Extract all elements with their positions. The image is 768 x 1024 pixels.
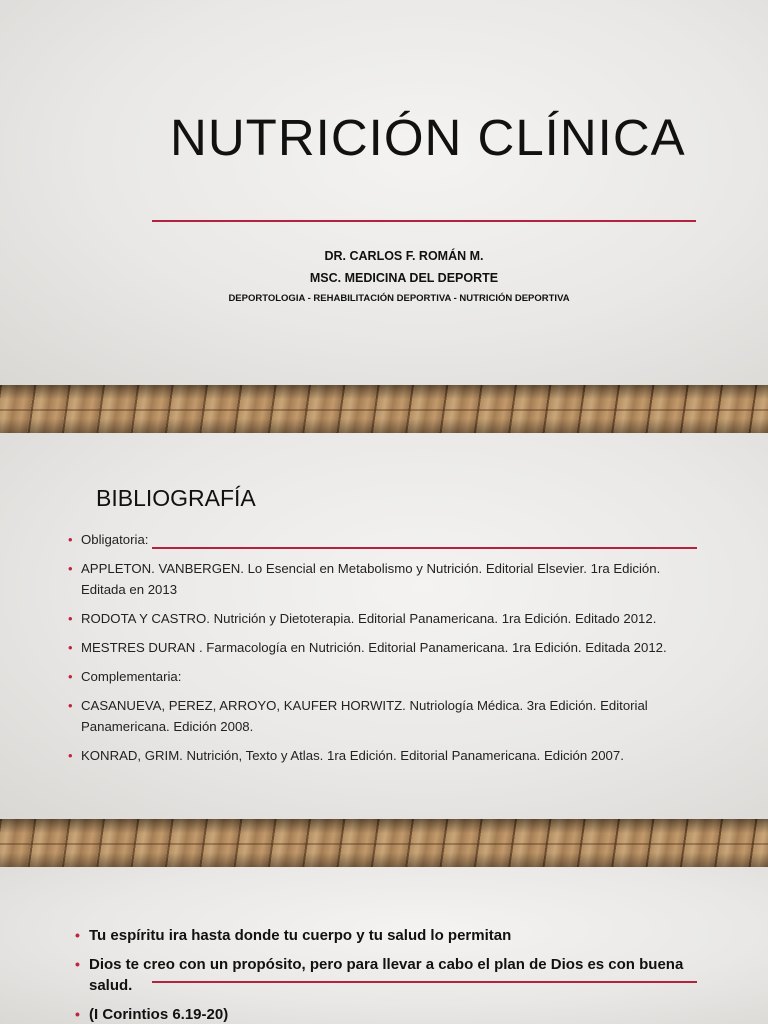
bullet-icon: • [68,611,73,626]
bullet-icon: • [68,748,73,763]
author-specialties: DEPORTOLOGIA - REHABILITACIÓN DEPORTIVA - NUTRICIÓN DEPORTIVA [228,293,570,304]
bullet-icon: • [68,698,73,713]
bullet-icon: • [68,669,73,684]
bullet-icon: • [75,927,80,943]
list-item: • Dios te creo con un propósito, pero para llevar a cabo el plan de Dios es con buena salud. [75,956,684,994]
bullet-icon: • [75,1006,80,1022]
bibliography-slide [0,433,768,819]
wood-floor-band [0,385,768,433]
bibliography-heading: BIBLIOGRAFÍA [96,485,256,511]
slide-title: NUTRICIÓN CLÍNICA [170,109,686,166]
list-item: • RODOTA Y CASTRO. Nutrición y Dietoterapia. Editorial Panamericana. 1ra Edición. Editado 2012. [68,608,708,629]
wood-floor-band [0,819,768,867]
title-slide [0,0,768,385]
bullet-icon: • [75,956,80,972]
list-item: • Obligatoria: [68,529,708,550]
bibliography-list [68,529,708,774]
list-item: • APPLETON. VANBERGEN. Lo Esencial en Metabolismo y Nutrición. Editorial Elsevier. 1ra Edición. Editada en 2013 [68,558,708,600]
list-item: • KONRAD, GRIM. Nutrición, Texto y Atlas. 1ra Edición. Editorial Panamericana. Edición 2007. [68,745,708,766]
author-degree: MSC. MEDICINA DEL DEPORTE [309,271,499,285]
list-item: • Tu espíritu ira hasta donde tu cuerpo y tu salud lo permitan [75,927,512,944]
list-item: • CASANUEVA, PEREZ, ARROYO, KAUFER HORWITZ. Nutriología Médica. 3ra Edición. Editorial Panamericana. Edición 2008. [68,695,708,737]
bullet-icon: • [68,561,73,576]
quote-slide [0,867,768,1024]
bullet-icon: • [68,532,73,547]
quote-list [75,925,695,1024]
list-item: • (I Corintios 6.19-20) [75,1006,229,1023]
bullet-icon: • [68,640,73,655]
list-item: • MESTRES DURAN . Farmacología en Nutrición. Editorial Panamericana. 1ra Edición. Editada 2012. [68,637,708,658]
author-name: DR. CARLOS F. ROMÁN M. [324,249,484,263]
title-divider [152,220,696,222]
list-item: • Complementaria: [68,666,708,687]
